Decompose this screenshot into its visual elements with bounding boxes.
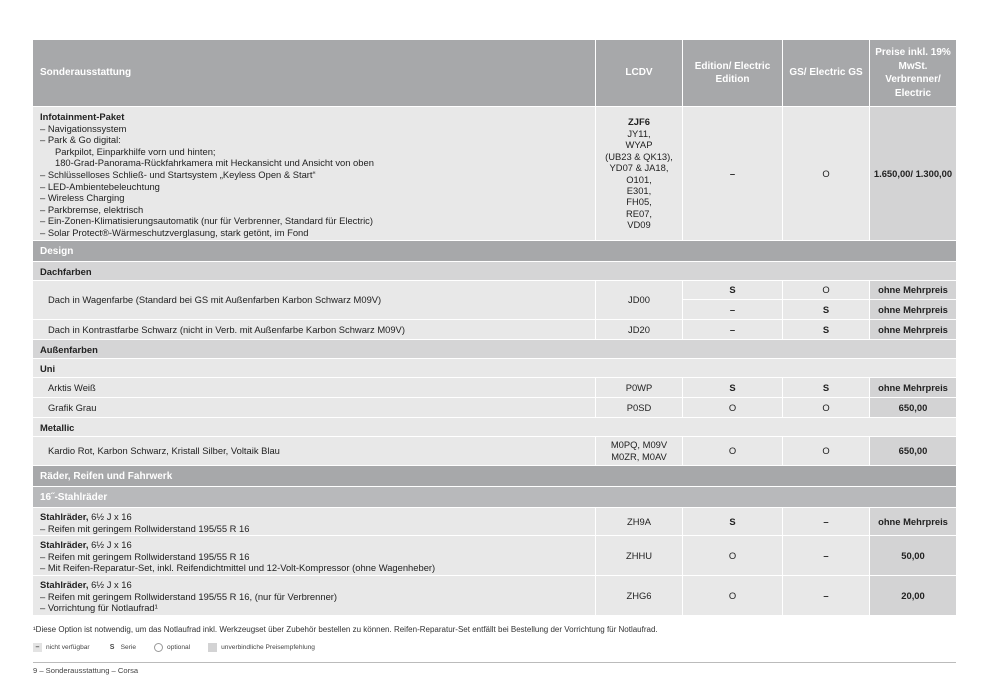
section-design: Design [33, 241, 956, 262]
gs-value: S [783, 320, 870, 339]
dach1-code: JD00 [596, 281, 683, 319]
legend-optional-label: optional [167, 644, 191, 651]
gs-value: – [783, 536, 870, 575]
r1-title: Stahlräder, [40, 511, 89, 522]
list-item: – Ein-Zonen-Klimatisierungsautomatik (nur für Verbrenner, Standard für Electric) [40, 215, 373, 227]
edition-value: S [683, 508, 783, 535]
list-item: – LED-Ambientebeleuchtung [40, 180, 160, 192]
code-line: M0PQ, M09V [610, 439, 668, 451]
kardio-label: Kardio Rot, Karbon Schwarz, Kristall Silber, Voltaik Blau [33, 437, 596, 465]
code-line: FH05, [626, 196, 652, 208]
price-value: 50,00 [870, 536, 956, 575]
legend [33, 643, 315, 652]
code-line: WYAP [625, 139, 653, 151]
gs-value: – [783, 576, 870, 615]
dach2-label: Dach in Kontrastfarbe Schwarz (nicht in Verb. mit Außenfarbe Karbon Schwarz M09V) [33, 320, 596, 339]
dach2-code: JD20 [596, 320, 683, 339]
header-edition: Edition/ Electric Edition [683, 40, 783, 106]
price-value: ohne Mehrpreis [870, 508, 956, 535]
subsection-aussenfarben: Außenfarben [33, 340, 956, 359]
gs-value: S [783, 300, 869, 319]
arktis-label: Arktis Weiß [33, 378, 596, 397]
code-line: M0ZR, M0AV [611, 451, 667, 462]
price-value: 1.650,00/ 1.300,00 [870, 107, 956, 240]
edition-value: – [683, 107, 783, 240]
r2-spec: 6½ J x 16 [88, 539, 132, 550]
table-row [33, 281, 956, 320]
footnote: ¹Diese Option ist notwendig, um das Notlaufrad inkl. Werkzeugset über Zubehör bestellen zu können. Reifen-Reparatur-Set entfällt bei Bestellung der Vorrichtung für Notlaufrad. [33, 625, 658, 634]
r2-description [33, 536, 596, 575]
table-row [33, 508, 956, 536]
list-item: 180-Grad-Panorama-Rückfahrkamera mit Heckansicht und Ansicht von oben [55, 157, 374, 169]
infotainment-title: Infotainment-Paket [40, 111, 125, 122]
edition-value: – [683, 320, 783, 339]
kardio-code [596, 437, 683, 465]
list-item: – Wireless Charging [40, 192, 125, 204]
r3-title: Stahlräder, [40, 579, 89, 590]
dach1-price-split [870, 281, 956, 319]
grafik-code: P0SD [596, 398, 683, 417]
list-item: – Mit Reifen-Reparatur-Set, inkl. Reifendichtmittel und 12-Volt-Kompressor (ohne Wagenheber) [40, 562, 436, 574]
footer-divider [33, 662, 956, 663]
infotainment-description [33, 107, 596, 240]
list-item: – Solar Protect®-Wärmeschutzverglasung, stark getönt, im Fond [40, 226, 309, 238]
code-line: VD09 [627, 219, 651, 231]
table-row [33, 398, 956, 418]
r1-code: ZH9A [596, 508, 683, 535]
r3-description [33, 576, 596, 615]
edition-value: O [683, 437, 783, 465]
r3-spec: 6½ J x 16 [88, 579, 132, 590]
table-row [33, 536, 956, 576]
gs-value: – [783, 508, 870, 535]
code-line: RE07, [625, 207, 653, 219]
price-value: 650,00 [870, 398, 956, 417]
section-raeder: Räder, Reifen und Fahrwerk [33, 466, 956, 487]
gs-value: S [783, 378, 870, 397]
equipment-table [33, 40, 956, 616]
gs-value: O [783, 437, 870, 465]
r3-code: ZHG6 [596, 576, 683, 615]
header-price: Preise inkl. 19% MwSt. Verbrenner/ Electric [870, 40, 956, 106]
table-row [33, 107, 956, 241]
grafik-label: Grafik Grau [33, 398, 596, 417]
r2-code: ZHHU [596, 536, 683, 575]
table-header [33, 40, 956, 107]
subsection-dachfarben: Dachfarben [33, 262, 956, 281]
list-item: – Navigationssystem [40, 122, 127, 134]
edition-value: S [683, 281, 782, 300]
code-line: YD07 & JA18, [609, 162, 669, 174]
table-row [33, 576, 956, 616]
price-value: ohne Mehrpreis [870, 281, 956, 300]
arktis-code: P0WP [596, 378, 683, 397]
r1-spec: 6½ J x 16 [88, 511, 132, 522]
edition-value: S [683, 378, 783, 397]
edition-value: – [683, 300, 782, 319]
dach1-edition-split [683, 281, 783, 319]
r1-description [33, 508, 596, 535]
table-row [33, 437, 956, 466]
table-row [33, 320, 956, 340]
table-row [33, 378, 956, 398]
price-value: ohne Mehrpreis [870, 300, 956, 319]
list-item: – Schlüsselloses Schließ- und Startsystem „Keyless Open & Start“ [40, 168, 316, 180]
code-line: (UB23 & QK13), [605, 150, 673, 162]
dach1-label: Dach in Wagenfarbe (Standard bei GS mit Außenfarben Karbon Schwarz M09V) [33, 281, 596, 319]
list-item: – Park & Go digital: [40, 134, 121, 146]
header-gs: GS/ Electric GS [783, 40, 870, 106]
edition-value: O [683, 536, 783, 575]
list-item: – Parkbremse, elektrisch [40, 203, 144, 215]
edition-value: O [683, 398, 783, 417]
optional-circle-icon [154, 643, 163, 652]
dach1-gs-split [783, 281, 870, 319]
price-swatch-icon [208, 643, 217, 652]
edition-value: O [683, 576, 783, 615]
r2-title: Stahlräder, [40, 539, 89, 550]
infotainment-code [596, 107, 683, 240]
page-footer: 9 – Sonderausstattung – Corsa [33, 666, 139, 675]
price-value: ohne Mehrpreis [870, 378, 956, 397]
list-item: – Vorrichtung für Notlaufrad¹ [40, 602, 158, 614]
list-item: – Reifen mit geringem Rollwiderstand 195/55 R 16 [40, 550, 250, 562]
list-item: – Reifen mit geringem Rollwiderstand 195/55 R 16 [40, 522, 250, 534]
legend-price-label: unverbindliche Preisempfehlung [221, 644, 315, 651]
list-item: Parkpilot, Einparkhilfe vorn und hinten; [55, 145, 216, 157]
legend-dash-label: nicht verfügbar [46, 644, 90, 651]
code-main: ZJF6 [628, 116, 650, 128]
dash-symbol: – [33, 643, 42, 652]
legend-serie-label: Serie [120, 644, 137, 651]
header-sonderausstattung: Sonderausstattung [33, 40, 596, 106]
price-value: ohne Mehrpreis [870, 320, 956, 339]
gs-value: O [783, 398, 870, 417]
price-value: 20,00 [870, 576, 956, 615]
code-line: E301, [626, 184, 652, 196]
gs-value: O [783, 107, 870, 240]
subsection-uni: Uni [33, 359, 956, 378]
code-line: JY11, [627, 127, 651, 139]
code-line: O101, [626, 173, 652, 185]
price-value: 650,00 [870, 437, 956, 465]
subsection-metallic: Metallic [33, 418, 956, 437]
subsection-stahlraeder: 16˝-Stahlräder [33, 487, 956, 508]
header-lcdv: LCDV [596, 40, 683, 106]
serie-symbol: S [108, 643, 117, 652]
list-item: – Reifen mit geringem Rollwiderstand 195/55 R 16, (nur für Verbrenner) [40, 590, 338, 602]
gs-value: O [783, 281, 869, 300]
